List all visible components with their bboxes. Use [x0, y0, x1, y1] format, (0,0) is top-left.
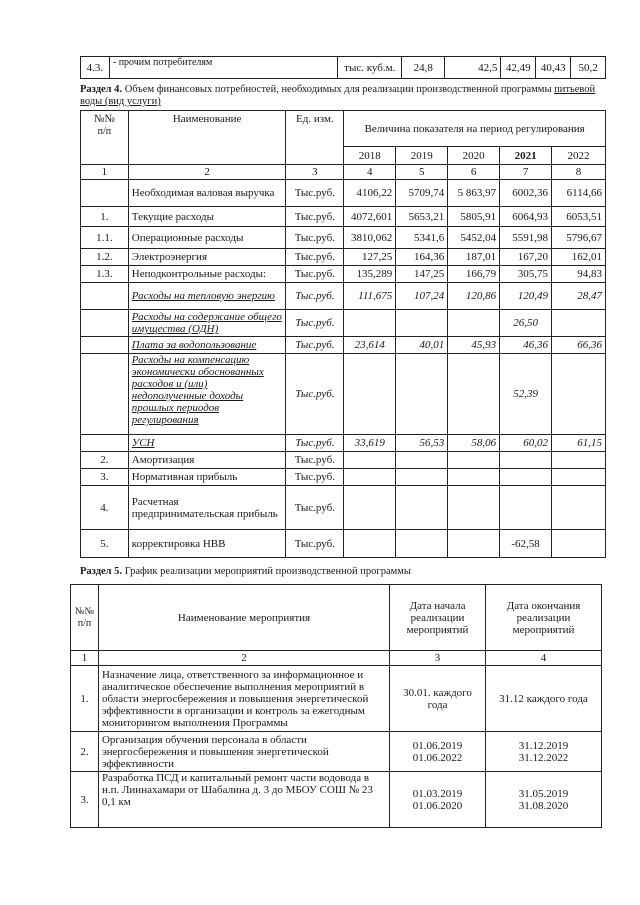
value-cell: 120,49	[500, 283, 552, 310]
value-cell	[552, 452, 606, 469]
row-number: 5.	[81, 530, 129, 558]
value-cell	[396, 530, 448, 558]
end-date: 31.12 каждого года	[486, 666, 602, 732]
value-cell: 23,614	[344, 337, 396, 354]
table-row	[81, 530, 606, 558]
row-unit: Тыс.руб.	[286, 530, 344, 558]
row-unit: Тыс.руб.	[286, 180, 344, 207]
row-number: 2.	[81, 452, 129, 469]
value-cell: 135,289	[344, 266, 396, 283]
value-cell: 5452,04	[448, 227, 500, 249]
col-number: 7	[500, 165, 552, 180]
row-number	[81, 354, 129, 435]
row-unit: Тыс.руб.	[286, 435, 344, 452]
start-header: Дата начала реализации мероприятий	[390, 585, 486, 651]
row-number	[81, 283, 129, 310]
col-number: 3	[286, 165, 344, 180]
row-unit: Тыс.руб.	[286, 207, 344, 227]
section4-heading	[80, 84, 610, 108]
value-cell: 187,01	[448, 249, 500, 266]
event-name: Назначение лица, ответственного за информационное и аналитическое обеспечение выполнения мероприятий в области энергосбережения и повышения энергетической эффективности в организации и контроль за ежегодным мониторингом выполнения Программы	[98, 666, 389, 732]
value-cell: 33,619	[344, 435, 396, 452]
value-cell	[448, 530, 500, 558]
value-cell: 6114,66	[552, 180, 606, 207]
section4-table	[80, 110, 606, 558]
period-header: Величина показателя на период регулирования	[344, 111, 606, 147]
row-number	[81, 337, 129, 354]
row-number: 4.3.	[81, 57, 110, 79]
row-name: Расходы на тепловую энергию	[128, 283, 286, 310]
col-number: 6	[448, 165, 500, 180]
row-number: 1.2.	[81, 249, 129, 266]
value-cell	[344, 452, 396, 469]
value-cell	[500, 486, 552, 530]
value-cell	[552, 310, 606, 337]
value-cell: 5653,21	[396, 207, 448, 227]
value-cell	[448, 469, 500, 486]
name-header: Наименование	[128, 111, 286, 165]
year-header: 2018	[344, 147, 396, 165]
value-cell: 164,36	[396, 249, 448, 266]
value-cell: -62,58	[500, 530, 552, 558]
table-row	[81, 249, 606, 266]
col-number: 4	[344, 165, 396, 180]
row-unit: Тыс.руб.	[286, 283, 344, 310]
value-cell: 166,79	[448, 266, 500, 283]
value-cell	[396, 452, 448, 469]
value-cell	[344, 310, 396, 337]
section5-label: Раздел 5.	[80, 566, 123, 577]
section5-heading	[80, 566, 610, 578]
event-name: Организация обучения персонала в области энергосбережения и повышения энергетической эффективности	[98, 732, 389, 772]
col-number: 8	[552, 165, 606, 180]
value-cell: 42,49	[501, 57, 536, 79]
value-cell: 45,93	[448, 337, 500, 354]
value-cell: 4106,22	[344, 180, 396, 207]
value-cell: 120,86	[448, 283, 500, 310]
top-continuation-table	[80, 56, 606, 79]
col-number: 2	[98, 651, 389, 666]
value-cell	[500, 469, 552, 486]
value-cell: 60,02	[500, 435, 552, 452]
row-number: 3.	[71, 772, 99, 828]
value-cell	[448, 354, 500, 435]
value-cell: 6064,93	[500, 207, 552, 227]
col-number: 1	[71, 651, 99, 666]
value-cell	[396, 469, 448, 486]
row-unit: Тыс.руб.	[286, 337, 344, 354]
value-cell: 26,50	[500, 310, 552, 337]
section5-title: График реализации мероприятий производственной программы	[124, 566, 411, 577]
section4-title-b: воды (вид услуги)	[80, 96, 161, 107]
value-cell	[344, 354, 396, 435]
value-cell: 162,01	[552, 249, 606, 266]
table-row	[81, 207, 606, 227]
row-unit: тыс. куб.м.	[338, 57, 402, 79]
value-cell: 3810,062	[344, 227, 396, 249]
table-row	[81, 469, 606, 486]
row-name: Расчетная предпринимательская прибыль	[128, 486, 286, 530]
value-cell: 147,25	[396, 266, 448, 283]
row-number: 1.	[81, 207, 129, 227]
row-unit: Тыс.руб.	[286, 227, 344, 249]
event-name: Разработка ПСД и капитальный ремонт части водовода в н.п. Лиинахамари от Шабалина д. 3 до МБОУ СОШ № 23 0,1 км	[98, 772, 389, 828]
value-cell: 42,5	[445, 57, 501, 79]
row-number: 1.	[71, 666, 99, 732]
table-row	[81, 180, 606, 207]
row-unit: Тыс.руб.	[286, 310, 344, 337]
year-header: 2022	[552, 147, 606, 165]
value-cell: 66,36	[552, 337, 606, 354]
value-cell: 50,2	[571, 57, 606, 79]
col-number: 2	[128, 165, 286, 180]
col-number: 3	[390, 651, 486, 666]
value-cell: 5 863,97	[448, 180, 500, 207]
value-cell	[448, 452, 500, 469]
section4-label: Раздел 4.	[80, 84, 123, 95]
table-row	[81, 354, 606, 435]
year-header: 2020	[448, 147, 500, 165]
table-row	[81, 435, 606, 452]
row-number	[81, 435, 129, 452]
row-unit: Тыс.руб.	[286, 266, 344, 283]
value-cell: 40,43	[536, 57, 571, 79]
value-cell	[344, 469, 396, 486]
row-unit: Тыс.руб.	[286, 452, 344, 469]
table-row	[81, 310, 606, 337]
table-row	[81, 452, 606, 469]
row-number: 1.1.	[81, 227, 129, 249]
row-name: Текущие расходы	[128, 207, 286, 227]
value-cell: 127,25	[344, 249, 396, 266]
table-row	[71, 732, 602, 772]
table-row	[81, 227, 606, 249]
row-name: - прочим потребителям	[109, 57, 337, 79]
unit-header: Ед. изм.	[286, 111, 344, 165]
row-number: 2.	[71, 732, 99, 772]
value-cell	[344, 530, 396, 558]
value-cell	[448, 486, 500, 530]
value-cell: 52,39	[500, 354, 552, 435]
row-number: 3.	[81, 469, 129, 486]
row-number	[81, 180, 129, 207]
table-row	[71, 666, 602, 732]
value-cell	[344, 486, 396, 530]
value-cell: 6002,36	[500, 180, 552, 207]
row-number: 4.	[81, 486, 129, 530]
value-cell	[396, 486, 448, 530]
row-name: Необходимая валовая выручка	[128, 180, 286, 207]
value-cell	[552, 486, 606, 530]
row-unit: Тыс.руб.	[286, 354, 344, 435]
row-number	[81, 310, 129, 337]
end-date: 31.12.2019 31.12.2022	[486, 732, 602, 772]
row-name: Расходы на компенсацию экономически обоснованных расходов и (или) недополученные доходы прошлых периодов регулирования	[128, 354, 286, 435]
num-header: №№ п/п	[71, 585, 99, 651]
value-cell: 5591,98	[500, 227, 552, 249]
value-cell: 107,24	[396, 283, 448, 310]
row-name: корректировка НВВ	[128, 530, 286, 558]
value-cell: 40,01	[396, 337, 448, 354]
table-row	[81, 337, 606, 354]
row-unit: Тыс.руб.	[286, 469, 344, 486]
row-name: УСН	[128, 435, 286, 452]
value-cell	[396, 310, 448, 337]
value-cell	[552, 530, 606, 558]
value-cell: 28,47	[552, 283, 606, 310]
header-row	[81, 111, 606, 147]
section5-table	[70, 584, 602, 828]
num-header	[81, 111, 129, 165]
value-cell: 94,83	[552, 266, 606, 283]
row-name: Нормативная прибыль	[128, 469, 286, 486]
value-cell: 5805,91	[448, 207, 500, 227]
col-numbers-row	[81, 165, 606, 180]
row-name: Неподконтрольные расходы:	[128, 266, 286, 283]
row-number: 1.3.	[81, 266, 129, 283]
year-header: 2021	[500, 147, 552, 165]
col-numbers-row	[71, 651, 602, 666]
end-date: 31.05.2019 31.08.2020	[486, 772, 602, 828]
row-name: Расходы на содержание общего имущества (ОДН)	[128, 310, 286, 337]
col-number: 4	[486, 651, 602, 666]
row-name: Операционные расходы	[128, 227, 286, 249]
row-unit: Тыс.руб.	[286, 486, 344, 530]
row-name: Плата за водопользование	[128, 337, 286, 354]
value-cell: 6053,51	[552, 207, 606, 227]
value-cell: 46,36	[500, 337, 552, 354]
table-row	[81, 283, 606, 310]
row-name: Электроэнергия	[128, 249, 286, 266]
row-name: Амортизация	[128, 452, 286, 469]
value-cell	[396, 354, 448, 435]
num-header-a: №№	[93, 113, 115, 125]
header-row	[71, 585, 602, 651]
value-cell: 5341,6	[396, 227, 448, 249]
value-cell	[552, 469, 606, 486]
num-header-b: п/п	[97, 126, 112, 137]
value-cell	[500, 452, 552, 469]
table-row	[81, 57, 606, 79]
table-row	[81, 486, 606, 530]
table-row	[71, 772, 602, 828]
section4-title-a: Объем финансовых потребностей, необходимых для реализации производственной программы	[124, 84, 555, 95]
end-header: Дата окончания реализации мероприятий	[486, 585, 602, 651]
start-date: 30.01. каждого года	[390, 666, 486, 732]
start-date: 01.03.2019 01.06.2020	[390, 772, 486, 828]
value-cell: 111,675	[344, 283, 396, 310]
start-date: 01.06.2019 01.06.2022	[390, 732, 486, 772]
table-row	[81, 266, 606, 283]
col-number: 5	[396, 165, 448, 180]
value-cell: 61,15	[552, 435, 606, 452]
value-cell	[448, 310, 500, 337]
value-cell: 56,53	[396, 435, 448, 452]
value-cell	[552, 354, 606, 435]
section4-title-u: питьевой	[554, 84, 596, 95]
value-cell: 24,8	[402, 57, 445, 79]
year-header: 2019	[396, 147, 448, 165]
value-cell: 5796,67	[552, 227, 606, 249]
col-number: 1	[81, 165, 129, 180]
row-unit: Тыс.руб.	[286, 249, 344, 266]
value-cell: 305,75	[500, 266, 552, 283]
value-cell: 58,06	[448, 435, 500, 452]
name-header: Наименование мероприятия	[98, 585, 389, 651]
value-cell: 167,20	[500, 249, 552, 266]
value-cell: 4072,601	[344, 207, 396, 227]
value-cell: 5709,74	[396, 180, 448, 207]
